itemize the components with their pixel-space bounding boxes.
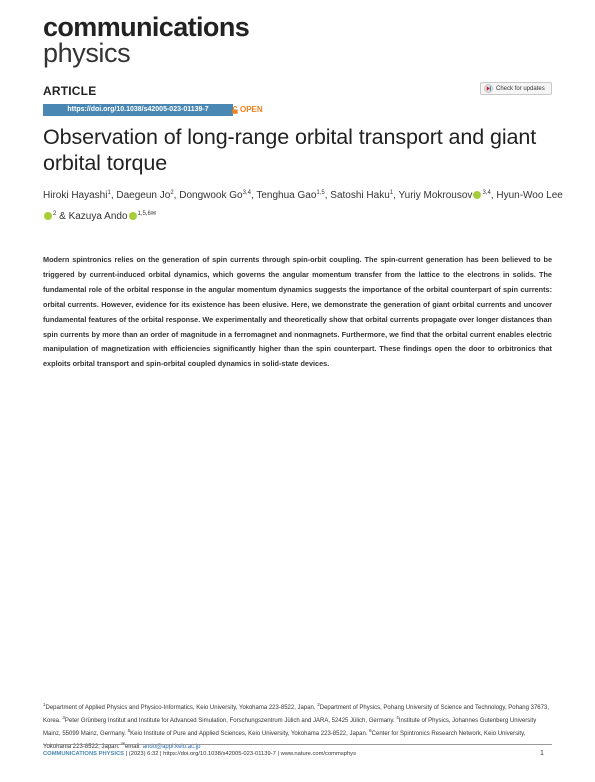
author-name[interactable]: Hiroki Hayashi bbox=[43, 190, 108, 201]
author-separator: , bbox=[490, 190, 497, 201]
author-separator: , bbox=[324, 190, 331, 201]
affiliation-number: 3 bbox=[62, 715, 65, 720]
author-separator: , bbox=[173, 190, 180, 201]
author-name[interactable]: Kazuya Ando bbox=[68, 211, 128, 222]
doi-link[interactable]: https://doi.org/10.1038/s42005-023-01139-7 bbox=[43, 104, 233, 116]
email-prefix: email: bbox=[124, 744, 143, 750]
author-affiliation-marker: 1,5,6✉ bbox=[137, 211, 156, 217]
footer-citation-text: | (2023) 6:32 | https://doi.org/10.1038/s42005-023-01139-7 | www.nature.com/commsphys bbox=[124, 751, 356, 757]
article-title: Observation of long-range orbital transport and giant orbital torque bbox=[43, 125, 537, 175]
author-affiliation-marker: 3,4 bbox=[242, 190, 251, 196]
author-affiliation-marker: 1 bbox=[389, 190, 394, 196]
footer-divider bbox=[43, 744, 552, 745]
author-name[interactable]: Daegeun Jo bbox=[116, 190, 171, 201]
author-separator: & bbox=[56, 211, 69, 222]
page-number: 1 bbox=[540, 750, 544, 757]
orcid-icon[interactable] bbox=[129, 212, 137, 220]
author-name[interactable]: Yuriy Mokrousov bbox=[398, 190, 473, 201]
affiliation-text: Department of Physics, Pohang University of Science and Technology, Pohang 37673, Korea. bbox=[43, 705, 549, 724]
open-lock-icon bbox=[232, 106, 238, 114]
open-label: OPEN bbox=[240, 105, 263, 114]
check-updates-icon bbox=[484, 84, 493, 93]
author-list bbox=[43, 184, 563, 226]
journal-name-line2: physics bbox=[43, 38, 131, 68]
affiliation-number: 2 bbox=[317, 702, 320, 707]
affiliation-text: Peter Grünberg Institut and Institute for Advanced Simulation, Forschungszentrum Jülich and JARA, 52425 Jülich, Germany. bbox=[64, 718, 397, 724]
check-updates-label: Check for updates bbox=[496, 85, 545, 92]
author-affiliation-marker: 1 bbox=[107, 190, 111, 196]
affiliation-number: 1 bbox=[43, 702, 46, 707]
author-name[interactable]: Satoshi Haku bbox=[330, 190, 390, 201]
affiliation-text: Keio Institute of Pure and Applied Sciences, Keio University, Yokohama 223-8522, Japan. bbox=[130, 731, 370, 737]
journal-name-line1: communications bbox=[43, 12, 250, 42]
author-affiliation-marker: 2 bbox=[170, 190, 174, 196]
email-envelope-icon: ✉ bbox=[121, 741, 125, 746]
check-for-updates-button[interactable] bbox=[480, 82, 552, 95]
affiliation-text: Center for Spintronics Research Network, Keio University, Yokohama 223-8522, Japan. bbox=[43, 731, 526, 750]
article-type-label: ARTICLE bbox=[43, 84, 97, 98]
footer-citation bbox=[43, 749, 356, 759]
author-affiliation-marker: 1,5 bbox=[316, 190, 325, 196]
affiliation-text: Department of Applied Physics and Physico-Informatics, Keio University, Yokohama 223-8522, Japan. bbox=[45, 705, 318, 711]
author-affiliation-marker: 3,4 bbox=[482, 190, 491, 196]
author-separator: , bbox=[110, 190, 117, 201]
orcid-icon[interactable] bbox=[473, 191, 481, 199]
affiliation-number: 6 bbox=[369, 728, 372, 733]
footer-journal-name: COMMUNICATIONS PHYSICS bbox=[43, 751, 125, 757]
author-name[interactable]: Dongwook Go bbox=[179, 190, 243, 201]
open-access-badge bbox=[232, 104, 263, 116]
affiliation-number: 5 bbox=[127, 728, 131, 733]
author-name[interactable]: Hyun-Woo Lee bbox=[496, 190, 563, 201]
corresponding-email-link[interactable]: ando@appi.keio.ac.jp bbox=[142, 744, 201, 750]
author-separator: , bbox=[250, 190, 257, 201]
orcid-icon[interactable] bbox=[44, 212, 52, 220]
author-separator: , bbox=[393, 190, 399, 201]
abstract: Modern spintronics relies on the generation of spin currents through spin-orbit coupling. The spin-current generation has been believed to be triggered by current-induced orbital dynamics, which governs the angular momentum transfer from the lattice to the electrons in solids. The fundamental role of the orbital response in the angular momentum dynamics suggests the importance of the orbital counterpart of spin currents: orbital currents. However, evidence for its existence has been elusive. Here, we demonstrate the generation of giant orbital currents and uncover fundamental features of the orbital response. We experimentally and theoretically show that orbital currents propagate over longer distances than spin currents by more than an order of magnitude in a ferromagnet and nonmagnets. Furthermore, we find that the orbital current enables electric manipulation of magnetization with efficiencies significantly higher than the spin counterpart. These findings open the door to orbitronics that exploits orbital transport and spin-orbital coupled dynamics in solid-state devices. bbox=[43, 255, 552, 369]
affiliation-number: 4 bbox=[396, 715, 399, 720]
author-affiliation-marker: 2 bbox=[53, 211, 57, 217]
affiliation-text: Institute of Physics, Johannes Gutenberg University Mainz, 55099 Mainz, Germany. bbox=[43, 718, 537, 737]
author-name[interactable]: Tenghua Gao bbox=[256, 190, 317, 201]
